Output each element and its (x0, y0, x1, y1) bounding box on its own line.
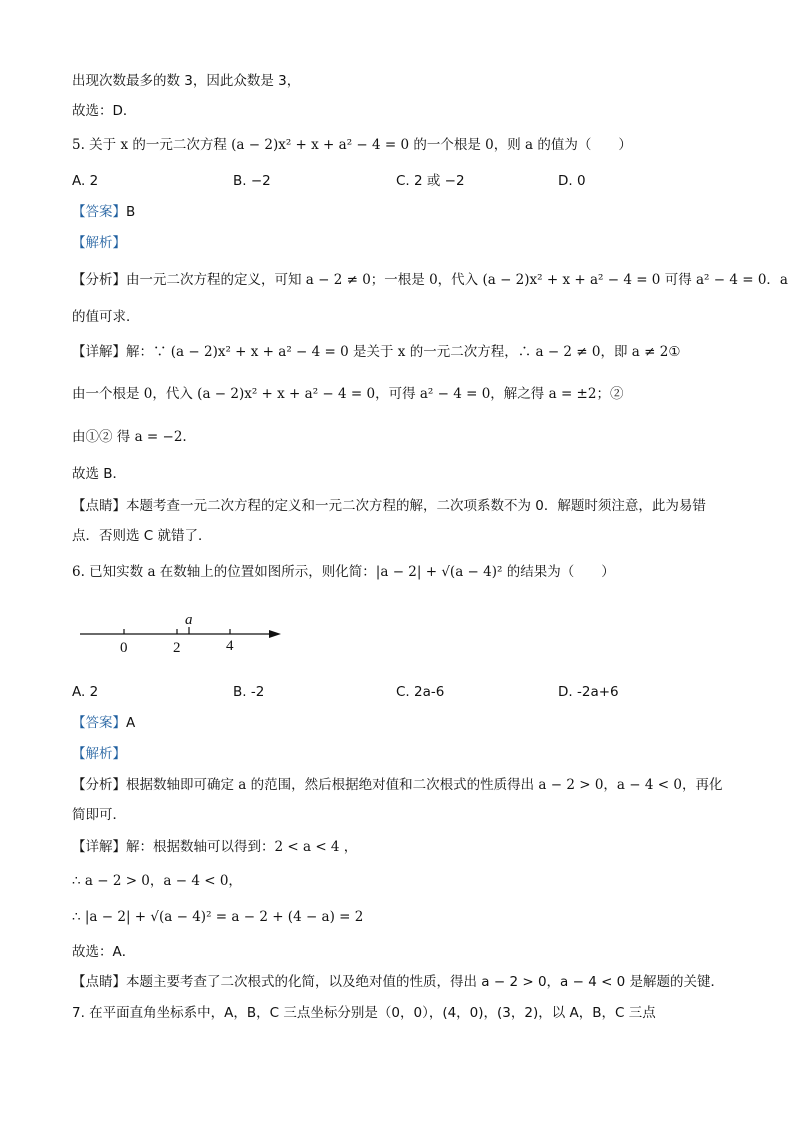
text-line: 由①② 得 a = −2. (72, 429, 187, 445)
answer-row (72, 714, 135, 732)
answer-row (72, 203, 135, 221)
text-line: 故选：D． (72, 103, 137, 119)
detail-text: 解：根据数轴可以得到：2 < a < 4 ， (126, 839, 358, 855)
arrow-icon (269, 630, 281, 638)
fenxi-tag: 【分析】 (72, 272, 126, 288)
q6-option-d: D. -2a+6 (558, 684, 619, 700)
detail-text: 解：∵ (a − 2)x² + x + a² − 4 = 0 是关于 x 的一元二次方程，∴ a − 2 ≠ 0，即 a ≠ 2① (126, 344, 681, 360)
comment-row (72, 497, 706, 515)
text-line: 出现次数最多的数 3，因此众数是 3， (72, 73, 301, 89)
text-line: 的值可求． (72, 309, 140, 325)
analysis-text: 由一元二次方程的定义，可知 a − 2 ≠ 0；一根是 0，代入 (a − 2)x² + x + a² − 4 = 0 可得 a² − 4 = 0．a (126, 272, 788, 288)
text-line: 由一个根是 0，代入 (a − 2)x² + x + a² − 4 = 0，可得 a² − 4 = 0，解之得 a = ±2；② (72, 386, 624, 402)
tick-label-2: 2 (173, 640, 181, 656)
text-line: 故选 B． (72, 466, 127, 482)
q5-option-b: B. −2 (233, 173, 271, 189)
dianjing-tag: 【点睛】 (72, 974, 126, 990)
question-6: 6. 已知实数 a 在数轴上的位置如图所示，则化简：|a − 2| + √(a − 4)² 的结果为（ ） (72, 564, 615, 580)
q5-option-a: A. 2 (72, 173, 99, 189)
analysis-tag: 【解析】 (72, 235, 126, 251)
comment-text: 本题考查一元二次方程的定义和一元二次方程的解，二次项系数不为 0．解题时须注意，此为易错 (126, 498, 706, 514)
comment-row (72, 973, 724, 991)
q6-option-c: C. 2a-6 (396, 684, 445, 700)
number-line-figure (75, 610, 305, 660)
tick-label-4: 4 (226, 638, 234, 654)
analysis-tag: 【解析】 (72, 746, 126, 762)
dianjing-tag: 【点睛】 (72, 498, 126, 514)
text-line: ∴ a − 2 > 0，a − 4 < 0， (72, 873, 242, 889)
text-line: 故选：A． (72, 944, 136, 960)
fenxi-tag: 【分析】 (72, 777, 126, 793)
q6-option-b: B. -2 (233, 684, 265, 700)
answer-tag: 【答案】 (72, 715, 126, 731)
xiangjie-tag: 【详解】 (72, 344, 126, 360)
text-line: 简即可． (72, 807, 126, 823)
detail-row (72, 838, 357, 856)
question-7: 7. 在平面直角坐标系中，A，B，C 三点坐标分别是（0，0），(4，0)，(3，2)，以 A，B，C 三点 (72, 1005, 656, 1021)
text-line: 点．否则选 C 就错了． (72, 528, 212, 544)
text-line: ∴ |a − 2| + √(a − 4)² = a − 2 + (4 − a) = 2 (72, 909, 364, 925)
q5-option-c: C. 2 或 −2 (396, 173, 465, 189)
answer-tag: 【答案】 (72, 204, 126, 220)
q5-option-d: D. 0 (558, 173, 586, 189)
answer-value: B (126, 204, 136, 220)
analysis-row (72, 776, 722, 794)
detail-row (72, 343, 680, 361)
point-label-a: a (185, 612, 193, 628)
tick-label-0: 0 (120, 640, 128, 656)
answer-value: A (126, 715, 136, 731)
q6-option-a: A. 2 (72, 684, 99, 700)
question-5: 5. 关于 x 的一元二次方程 (a − 2)x² + x + a² − 4 = 0 的一个根是 0，则 a 的值为（ ） (72, 137, 632, 153)
comment-text: 本题主要考查了二次根式的化简，以及绝对值的性质，得出 a − 2 > 0，a − 4 < 0 是解题的关键． (126, 974, 725, 990)
xiangjie-tag: 【详解】 (72, 839, 126, 855)
analysis-row (72, 271, 788, 289)
analysis-text: 根据数轴即可确定 a 的范围，然后根据绝对值和二次根式的性质得出 a − 2 > 0，a − 4 < 0，再化 (126, 777, 723, 793)
